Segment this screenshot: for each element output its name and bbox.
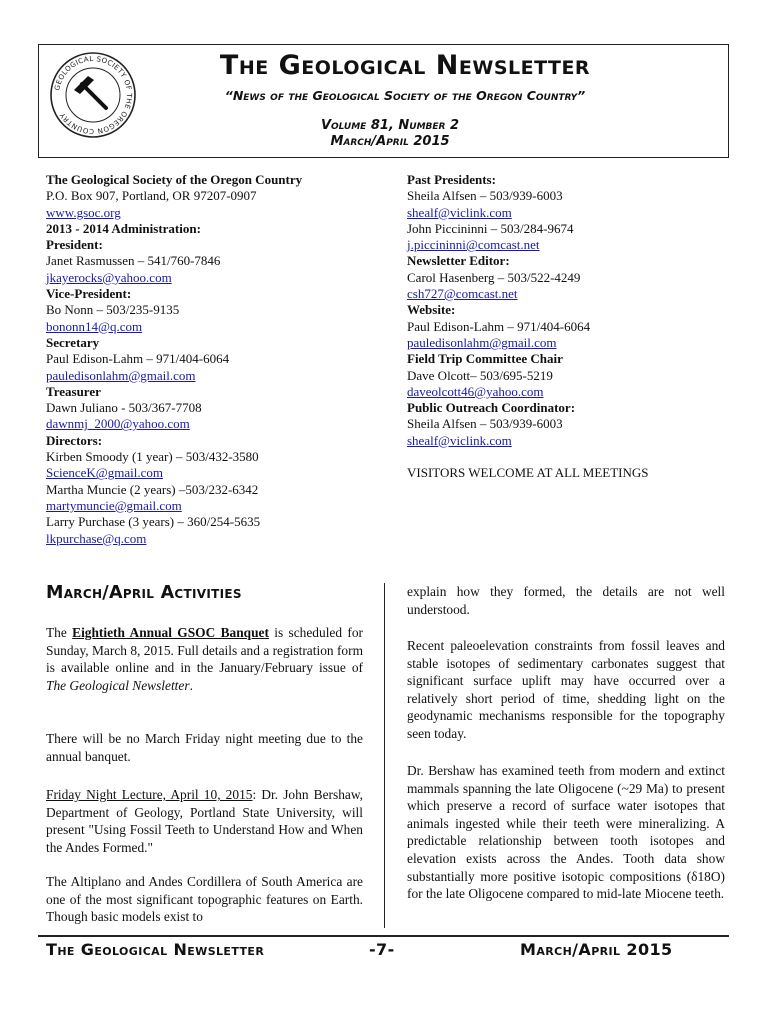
contact-link[interactable]: www.gsoc.org [46, 204, 121, 220]
contact-role-label: Directors: [46, 432, 103, 448]
contact-role-label: Secretary [46, 334, 100, 350]
contact-line: Dave Olcott– 503/695-5219 [407, 367, 553, 383]
officers-contact-list [46, 172, 376, 547]
andes-continued-paragraph: explain how they formed, the details are not well understood. [407, 584, 725, 617]
contact-link[interactable]: bononn14@q.com [46, 318, 143, 334]
paleoelevation-paragraph: Recent paleoelevation constraints from fossil leaves and stable isotopes of sedimentary carbonates suggest that significant surface uplift may have occurred over a relatively short period of time, shedding light on the geodynamic mechanisms responsible for the topography seen today. [407, 638, 725, 741]
bershaw-research-paragraph: Dr. Bershaw has examined teeth from modern and extinct mammals spanning the late Oligocene (~29 Ma) to present which preserve a record of surface water isotopes that animals ingested while their teeth were mineralizing. A predictable relationship between tooth isotopes and elevation exists across the Andes. Tooth data show substantially more positive isotopic compositions (δ18O) for the late Oligocene compared to mid-late Miocene teeth. [407, 763, 725, 902]
page-number: -7- [369, 940, 395, 959]
contact-link[interactable]: pauledisonlahm@gmail.com [46, 367, 196, 383]
activities-heading: March/April Activities [46, 583, 242, 603]
contact-link[interactable]: dawnmj_2000@yahoo.com [46, 416, 190, 432]
contact-line: P.O. Box 907, Portland, OR 97207-0907 [46, 188, 257, 204]
contact-link[interactable]: pauledisonlahm@gmail.com [407, 334, 557, 350]
contact-link[interactable]: ScienceK@gmail.com [46, 465, 164, 481]
contact-link[interactable]: shealf@viclink.com [407, 204, 512, 220]
svg-text:GEOLOGICAL SOCIETY OF THE OREG: GEOLOGICAL SOCIETY OF THE OREGON COUNTRY [53, 54, 134, 136]
volume-number: Volume 81, Number 2 [320, 118, 460, 133]
contact-line: Kirben Smoody (1 year) – 503/432-3580 [46, 449, 259, 465]
andes-intro-paragraph: The Altiplano and Andes Cordillera of South America are one of the most significant topographic features on Earth. Though basic models exist to [46, 874, 363, 925]
contact-link[interactable]: martymuncie@gmail.com [46, 497, 182, 513]
contact-role-label: Treasurer [46, 383, 101, 399]
issue-info [100, 118, 680, 150]
contact-link[interactable]: lkpurchase@q.com [46, 530, 147, 546]
footer-newsletter-name: The Geological Newsletter [46, 940, 265, 959]
lecture-paragraph: Friday Night Lecture, April 10, 2015: Dr. John Bershaw, Department of Geology, Portland State University, will present "Using Fossil Teeth to Understand How and When the Andes Formed." [46, 787, 363, 855]
contact-line: Dawn Juliano - 503/367-7708 [46, 400, 202, 416]
contact-line: Sheila Alfsen – 503/939-6003 [407, 188, 563, 204]
banquet-paragraph: The Eightieth Annual GSOC Banquet is scheduled for Sunday, March 8, 2015. Full details and a registration form is available online and in the January/February issue of The Geological Newsletter. [46, 625, 363, 693]
contact-line: Paul Edison-Lahm – 971/404-6064 [46, 351, 230, 367]
contact-line [407, 449, 737, 465]
contact-line: Martha Muncie (2 years) –503/232-6342 [46, 481, 259, 497]
footer-rule [38, 935, 729, 937]
contact-link[interactable]: csh727@comcast.net [407, 286, 518, 302]
lecture-date-label: Friday Night Lecture, April 10, 2015 [46, 787, 253, 802]
banquet-event-name: Eightieth Annual GSOC Banquet [72, 625, 269, 640]
contact-role-label: Field Trip Committee Chair [407, 351, 563, 367]
column-divider [384, 583, 385, 928]
contact-role-label: Public Outreach Coordinator: [407, 400, 576, 416]
contact-line: VISITORS WELCOME AT ALL MEETINGS [407, 465, 649, 481]
contact-link[interactable]: daveolcott46@yahoo.com [407, 383, 544, 399]
contact-link[interactable]: jkayerocks@yahoo.com [46, 269, 172, 285]
contact-link[interactable]: shealf@viclink.com [407, 432, 512, 448]
contact-role-label: Vice-President: [46, 286, 132, 302]
committee-contact-list [407, 172, 737, 482]
issue-date: March/April 2015 [330, 134, 450, 149]
contact-role-label: Website: [407, 302, 456, 318]
contact-line: Paul Edison-Lahm – 971/404-6064 [407, 318, 591, 334]
contact-line: Janet Rasmussen – 541/760-7846 [46, 253, 221, 269]
contact-role-label: The Geological Society of the Oregon Country [46, 172, 303, 187]
contact-line: John Piccininni – 503/284-9674 [407, 220, 574, 236]
contact-line: Bo Nonn – 503/235-9135 [46, 302, 180, 318]
contact-link[interactable]: j.piccininni@comcast.net [407, 237, 540, 253]
contact-line: Carol Hasenberg – 503/522-4249 [407, 269, 581, 285]
contact-role-label: President: [46, 237, 103, 253]
contact-line: Larry Purchase (3 years) – 360/254-5635 [46, 514, 261, 530]
newsletter-title: The Geological Newsletter [219, 50, 591, 81]
contact-role-label: Newsletter Editor: [407, 253, 510, 269]
contact-line: Sheila Alfsen – 503/939-6003 [407, 416, 563, 432]
footer-issue-date: March/April 2015 [520, 940, 673, 959]
newsletter-subtitle: “News of the Geological Society of the Oregon Country” [224, 88, 586, 103]
publication-title: The Geological Newsletter [46, 677, 190, 693]
no-meeting-paragraph: There will be no March Friday night meeting due to the annual banquet. [46, 731, 363, 764]
contact-role-label: Past Presidents: [407, 172, 496, 187]
contact-role-label: 2013 - 2014 Administration: [46, 220, 201, 236]
